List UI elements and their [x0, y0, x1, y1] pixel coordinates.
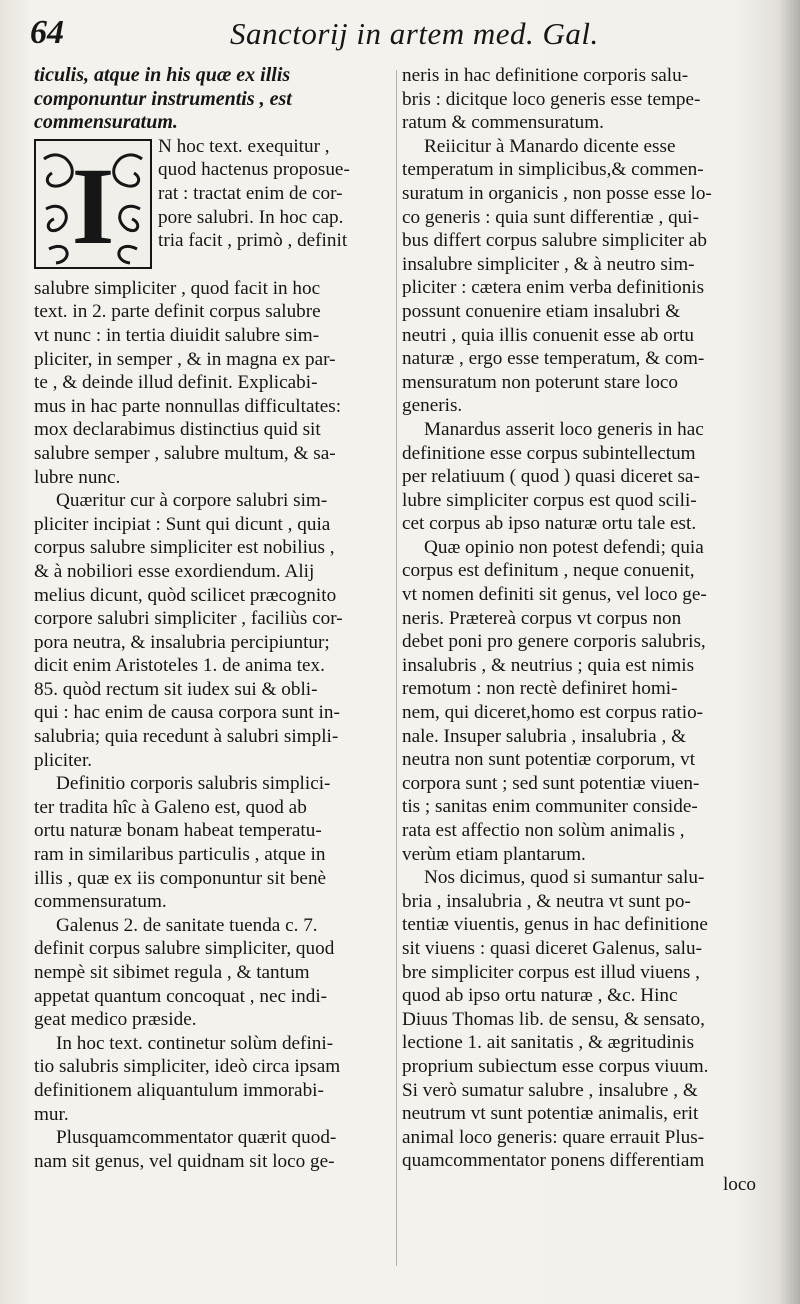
text-line: salubre semper , salubre multum, & sa-	[34, 442, 336, 464]
text-line: per relatiuum ( quod ) quasi diceret sa-	[402, 466, 700, 488]
text-line: neutra non sunt potentiæ corporum, vt	[402, 749, 696, 771]
text-line: nale. Insuper salubria , insalubria , &	[402, 725, 686, 747]
decorated-initial-icon	[34, 139, 152, 269]
column-divider	[396, 70, 397, 1266]
text-line: bus differt corpus salubre simpliciter ab	[402, 230, 707, 252]
text-line: possunt conuenire etiam insalubri &	[402, 300, 681, 322]
text-line: lectione 1. ait sanitatis , & ægritudinis	[402, 1032, 695, 1054]
text-line: naturæ , ergo esse temperatum, & com-	[402, 348, 705, 370]
running-head: Sanctorij in artem med. Gal.	[230, 16, 599, 51]
text-line: nempè sit sibimet regula , & tantum	[34, 962, 310, 983]
page-edge-shadow	[778, 0, 800, 1304]
text-line: mensuratum non poterunt stare loco	[402, 371, 679, 393]
text-line: dicit enim Aristoteles 1. de anima tex.	[34, 655, 325, 677]
text-line: ticulis, atque in his quæ ex illis	[34, 64, 291, 86]
text-line: bre simpliciter corpus est illud viuens ,	[402, 961, 700, 983]
text-line: Si verò sumatur salubre , insalubre , &	[402, 1079, 698, 1101]
text-line: tis ; sanitas enim communiter conside-	[402, 796, 698, 818]
text-line: componuntur instrumentis , est	[34, 87, 292, 110]
text-line: pliciter.	[34, 749, 93, 771]
opening-paragraph	[34, 135, 394, 277]
text-line: co generis : quia sunt differentiæ , qui-	[402, 206, 699, 228]
text-line: mus in hac parte nonnullas difficultates:	[34, 395, 342, 417]
text-line: te , & deinde illud definit. Explicabi-	[34, 372, 318, 394]
text-line: remotum : non rectè definiret homi-	[402, 678, 678, 700]
text-line: salubria; quia recedunt à salubri simpli-	[34, 726, 339, 748]
text-line: bris : dicitque loco generis esse tempe-	[402, 88, 701, 110]
text-line: verùm etiam plantarum.	[402, 843, 586, 865]
text-line: Nos dicimus, quod si sumantur salu-	[424, 867, 705, 889]
text-line: quamcommentator ponens differentiam	[402, 1150, 705, 1172]
text-line: bria , insalubria , & neutra vt sunt po-	[402, 890, 691, 912]
text-line: qui : hac enim de causa corpora sunt in-	[34, 702, 340, 724]
text-line: commensuratum.	[34, 111, 178, 134]
text-line: commensuratum.	[34, 891, 167, 913]
text-line: cet corpus ab ipso naturæ ortu tale est.	[402, 513, 697, 535]
text-line: rata est affectio non solùm animalis ,	[402, 820, 685, 841]
text-line: & à nobiliori esse exordiendum. Alij	[34, 560, 315, 582]
text-line: temperatum in simplicibus,& commen-	[402, 159, 704, 181]
text-line: corpus salubre simpliciter est nobilius ,	[34, 537, 335, 559]
text-line: mox declarabimus distinctius quid sit	[34, 419, 321, 441]
text-line: definit corpus salubre simpliciter, quod	[34, 938, 335, 960]
text-line: tio salubris simpliciter, ideò circa ipsam	[34, 1056, 341, 1078]
text-line: N hoc text. exequitur ,	[158, 135, 330, 157]
text-line: Galenus 2. de sanitate tuenda c. 7.	[56, 914, 318, 936]
text-line: corpore salubri simpliciter , faciliùs cor-	[34, 608, 343, 630]
text-line: Quæ opinio non potest defendi; quia	[424, 536, 704, 558]
text-line: neutrum vt sunt potentiæ animalis, erit	[402, 1103, 699, 1125]
text-line: animal loco generis: quare errauit Plus-	[402, 1126, 705, 1148]
text-line: ter tradita hîc à Galeno est, quod ab	[34, 796, 307, 818]
text-line: sit viuens : quasi diceret Galenus, salu-	[402, 937, 703, 959]
text-line: Definitio corporis salubris simplici-	[56, 773, 331, 795]
text-line: debet poni pro genere corporis salubris,	[402, 631, 706, 653]
text-line: geat medico præside.	[34, 1009, 197, 1031]
text-line: Plusquamcommentator quærit quod-	[56, 1127, 337, 1149]
text-line: definitionem aliquantulum immorabi-	[34, 1079, 324, 1101]
text-line: corpora sunt ; sed sunt potentiæ viuen-	[402, 772, 700, 794]
text-line: Diuus Thomas lib. de sensu, & sensato,	[402, 1008, 705, 1030]
catchword: loco	[722, 1173, 756, 1195]
text-line: proprium subiectum esse corpus viuum.	[402, 1055, 709, 1077]
page-number: 64	[30, 14, 64, 51]
left-column	[34, 64, 394, 1173]
text-line: pliciter : cætera enim verba definitionis	[402, 277, 705, 299]
text-line: tentiæ viuentis, genus in hac definitione	[402, 914, 708, 936]
page-header	[22, 10, 780, 54]
text-line: generis.	[402, 395, 463, 417]
text-line: suratum in organicis , non posse esse lo-	[402, 182, 712, 204]
text-line: mur.	[34, 1103, 69, 1125]
text-line: lubre simpliciter corpus est quod scili-	[402, 489, 697, 511]
text-line: nam sit genus, vel quidnam sit loco ge-	[34, 1150, 335, 1172]
text-line: pore salubri. In hoc cap.	[158, 206, 344, 228]
dropcap-letter: I	[71, 144, 115, 267]
text-line: ratum & commensuratum.	[402, 112, 604, 134]
text-line: insalubre simpliciter , & à neutro sim-	[402, 253, 695, 275]
text-line: quod ab ipso ortu naturæ , &c. Hinc	[402, 985, 678, 1007]
text-line: rat : tractat enim de cor-	[158, 182, 343, 204]
text-line: ram in similaribus particulis , atque in	[34, 844, 326, 866]
text-line: nem, qui diceret,homo est corpus ratio-	[402, 702, 704, 724]
text-line: illis , quæ ex iis componuntur sit benè	[34, 867, 327, 889]
text-line: pliciter incipiat : Sunt qui dicunt , quia	[34, 513, 331, 535]
text-line: vt nunc : in tertia diuidit salubre sim-	[34, 324, 320, 346]
text-line: Reiicitur à Manardo dicente esse	[424, 135, 676, 157]
right-column	[402, 64, 760, 1197]
text-line: melius dicunt, quòd scilicet præcognito	[34, 584, 337, 606]
text-line: insalubris , & neutrius ; quia est nimis	[402, 654, 695, 676]
text-line: neris in hac definitione corporis salu-	[402, 65, 689, 86]
text-line: salubre simpliciter , quod facit in hoc	[34, 277, 321, 299]
text-line: In hoc text. continetur solùm defini-	[56, 1032, 334, 1054]
text-line: Quæritur cur à corpore salubri sim-	[56, 490, 328, 512]
text-line: neris. Prætereà corpus vt corpus non	[402, 607, 682, 629]
text-line: quod hactenus proposue-	[158, 159, 350, 181]
text-line: lubre nunc.	[34, 466, 121, 488]
text-line: pora neutra, & insalubria percipiuntur;	[34, 631, 330, 653]
text-line: tria facit , primò , definit	[158, 230, 348, 252]
text-line: definitione esse corpus subintellectum	[402, 442, 696, 464]
text-line: neutri , quia illis conuenit esse ab ortu	[402, 324, 695, 346]
text-line: vt nomen definiti sit genus, vel loco ge-	[402, 584, 707, 606]
text-line: ortu naturæ bonam habeat temperatu-	[34, 820, 322, 842]
text-line: pliciter, in semper , & in magna ex par-	[34, 348, 336, 370]
dropcap-text	[158, 135, 350, 253]
text-line: appetat quantum concoquat , nec indi-	[34, 985, 328, 1007]
text-line: Manardus asserit loco generis in hac	[424, 418, 704, 440]
text-line: 85. quòd rectum sit iudex sui & obli-	[34, 678, 318, 700]
text-line: text. in 2. parte definit corpus salubre	[34, 301, 321, 323]
text-line: corpus est definitum , neque conuenit,	[402, 560, 695, 582]
